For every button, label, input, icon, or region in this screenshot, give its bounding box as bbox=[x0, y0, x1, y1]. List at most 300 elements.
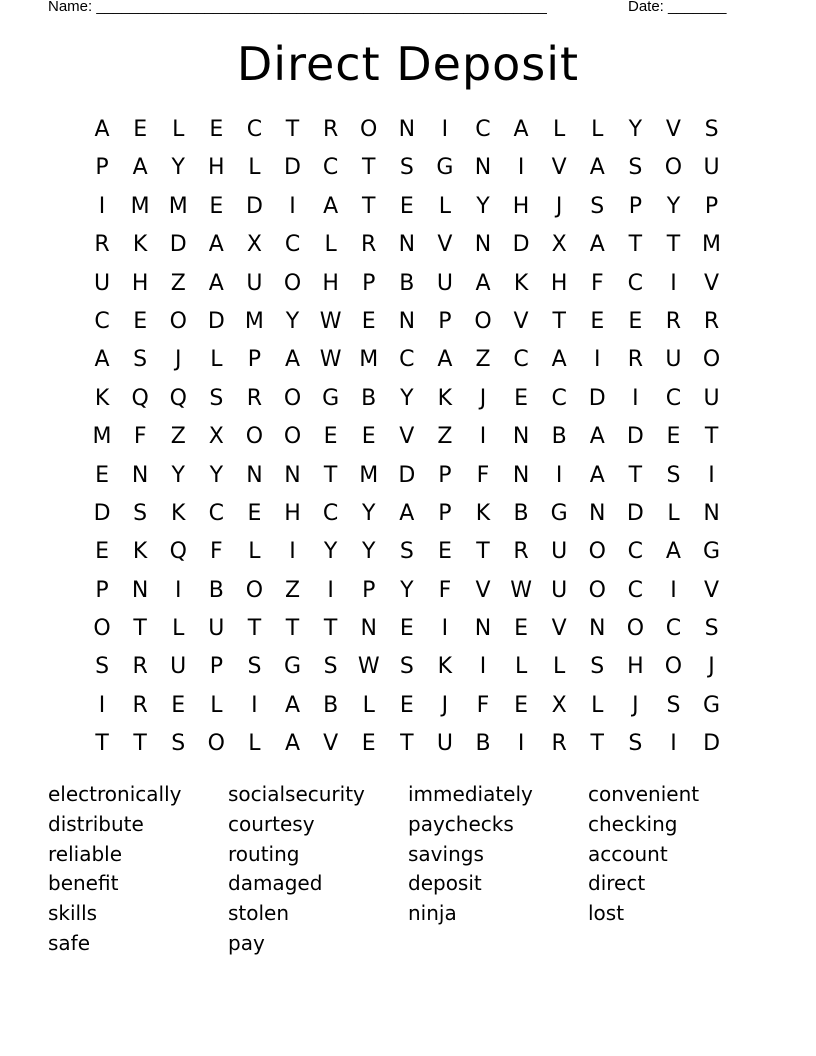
grid-cell: Y bbox=[361, 500, 376, 526]
grid-cell: R bbox=[551, 731, 567, 757]
grid-cell: C bbox=[665, 385, 682, 411]
grid-cell: L bbox=[210, 347, 223, 373]
grid-cell: T bbox=[476, 539, 490, 565]
grid-cell: P bbox=[704, 193, 719, 219]
grid-cell: O bbox=[588, 539, 606, 565]
grid-cell: T bbox=[400, 731, 414, 757]
word-list-item: account bbox=[588, 841, 668, 866]
grid-cell: K bbox=[437, 385, 453, 411]
grid-cell: K bbox=[171, 500, 186, 526]
grid-cell: P bbox=[209, 654, 223, 680]
word-list-item: routing bbox=[228, 841, 300, 866]
grid-cell: E bbox=[514, 616, 529, 642]
grid-cell: T bbox=[704, 424, 719, 450]
grid-cell: R bbox=[361, 232, 377, 258]
word-list-item: distribute bbox=[48, 811, 144, 836]
grid-cell: E bbox=[514, 692, 529, 718]
grid-cell: V bbox=[323, 731, 339, 757]
grid-cell: S bbox=[209, 385, 224, 411]
grid-cell: I bbox=[708, 462, 715, 488]
grid-cell: E bbox=[209, 117, 224, 142]
grid-cell: U bbox=[208, 616, 225, 642]
grid-cell: E bbox=[666, 424, 681, 450]
grid-cell: T bbox=[590, 731, 604, 757]
grid-cell: P bbox=[362, 270, 376, 296]
grid-cell: G bbox=[436, 155, 454, 181]
grid-cell: S bbox=[590, 654, 605, 680]
grid-cell: T bbox=[628, 462, 643, 488]
grid-cell: N bbox=[246, 462, 263, 488]
grid-cell: A bbox=[208, 270, 224, 296]
grid-cell: H bbox=[208, 155, 225, 181]
grid-cell: O bbox=[664, 654, 683, 680]
grid-cell: J bbox=[479, 385, 487, 411]
grid-cell: V bbox=[704, 270, 720, 296]
grid-cell: Y bbox=[361, 539, 376, 565]
grid-cell: J bbox=[555, 193, 563, 219]
grid-cell: L bbox=[438, 193, 452, 219]
word-list-item: direct bbox=[588, 871, 646, 896]
grid-cell: O bbox=[664, 155, 683, 181]
grid-cell: B bbox=[551, 424, 567, 450]
grid-cell: T bbox=[323, 462, 338, 488]
grid-cell: U bbox=[436, 731, 453, 757]
grid-cell: U bbox=[246, 270, 263, 296]
grid-cell: H bbox=[550, 270, 568, 296]
grid-cell: O bbox=[360, 117, 378, 142]
grid-cell: Q bbox=[169, 539, 187, 565]
grid-cell: O bbox=[588, 577, 606, 603]
grid-cell: W bbox=[357, 654, 380, 680]
grid-cell: Y bbox=[209, 462, 224, 488]
grid-cell: C bbox=[627, 270, 644, 296]
grid-cell: T bbox=[133, 616, 147, 642]
grid-cell: I bbox=[555, 462, 563, 488]
grid-cell: Z bbox=[475, 347, 491, 373]
grid-cell: F bbox=[476, 692, 490, 718]
grid-cell: B bbox=[399, 270, 415, 296]
grid-cell: S bbox=[704, 616, 719, 642]
word-list-item: socialsecurity bbox=[228, 782, 365, 806]
grid-cell: I bbox=[174, 577, 182, 603]
grid-cell: S bbox=[133, 500, 148, 526]
grid-cell: N bbox=[474, 155, 492, 181]
grid-cell: V bbox=[437, 232, 453, 258]
grid-cell: D bbox=[284, 155, 301, 181]
grid-cell: H bbox=[284, 500, 301, 526]
word-list-item: pay bbox=[228, 930, 265, 955]
grid-cell: H bbox=[131, 270, 149, 296]
grid-cell: C bbox=[475, 117, 491, 142]
grid-cell: C bbox=[399, 347, 415, 373]
grid-cell: E bbox=[361, 731, 376, 757]
grid-cell: D bbox=[588, 385, 606, 411]
grid-cell: M bbox=[359, 462, 379, 488]
grid-cell: Y bbox=[400, 577, 414, 603]
grid-cell: I bbox=[327, 577, 334, 603]
word-list-item: immediately bbox=[408, 782, 533, 806]
grid-cell: A bbox=[94, 347, 110, 373]
grid-cell: E bbox=[628, 308, 643, 334]
grid-cell: S bbox=[95, 654, 110, 680]
grid-cell: T bbox=[361, 193, 376, 219]
grid-cell: N bbox=[398, 117, 416, 142]
grid-cell: A bbox=[132, 155, 148, 181]
grid-cell: C bbox=[208, 500, 225, 526]
grid-cell: A bbox=[94, 117, 110, 142]
grid-cell: G bbox=[322, 385, 340, 411]
grid-cell: L bbox=[514, 654, 528, 680]
grid-cell: K bbox=[132, 232, 148, 258]
grid-cell: T bbox=[247, 616, 262, 642]
name-field-label: Name: ______________________________________________________ bbox=[48, 0, 547, 15]
grid-cell: O bbox=[626, 616, 645, 642]
grid-cell: C bbox=[627, 577, 644, 603]
grid-cell: C bbox=[513, 347, 529, 373]
grid-cell: U bbox=[665, 347, 682, 373]
grid-cell: B bbox=[208, 577, 224, 603]
grid-cell: C bbox=[322, 500, 339, 526]
grid-cell: S bbox=[399, 654, 414, 680]
grid-cell: Y bbox=[666, 193, 681, 219]
grid-cell: D bbox=[207, 308, 225, 334]
grid-cell: N bbox=[512, 462, 530, 488]
grid-cell: E bbox=[590, 308, 605, 334]
grid-cell: L bbox=[667, 500, 680, 526]
word-list-item: paychecks bbox=[408, 811, 514, 836]
grid-cell: A bbox=[284, 347, 301, 373]
grid-cell: E bbox=[95, 539, 109, 565]
grid-cell: E bbox=[171, 692, 186, 718]
grid-cell: P bbox=[95, 577, 109, 603]
grid-cell: N bbox=[131, 577, 149, 603]
word-list-item: courtesy bbox=[228, 811, 315, 836]
grid-cell: D bbox=[626, 500, 644, 526]
grid-cell: A bbox=[551, 347, 567, 373]
header bbox=[48, 0, 748, 18]
grid-cell: I bbox=[594, 347, 601, 373]
grid-cell: I bbox=[670, 270, 677, 296]
grid-cell: M bbox=[359, 347, 379, 373]
grid-cell: R bbox=[132, 654, 148, 680]
grid-cell: O bbox=[474, 308, 492, 334]
grid-cell: S bbox=[628, 731, 643, 757]
grid-cell: F bbox=[210, 539, 223, 565]
grid-cell: S bbox=[323, 654, 338, 680]
grid-cell: L bbox=[591, 692, 604, 718]
grid-cell: Z bbox=[170, 270, 186, 296]
grid-cell: D bbox=[512, 232, 530, 258]
grid-cell: V bbox=[551, 616, 567, 642]
grid-cell: K bbox=[513, 270, 529, 296]
grid-cell: K bbox=[475, 500, 491, 526]
grid-cell: X bbox=[551, 232, 567, 258]
grid-cell: U bbox=[551, 577, 568, 603]
grid-cell: Z bbox=[437, 424, 453, 450]
grid-cell: E bbox=[437, 539, 452, 565]
grid-cell: S bbox=[133, 347, 148, 373]
grid-cell: O bbox=[93, 616, 111, 642]
grid-cell: I bbox=[289, 193, 296, 219]
grid-cell: P bbox=[438, 462, 452, 488]
grid-cell: U bbox=[703, 155, 720, 181]
grid-cell: D bbox=[398, 462, 416, 488]
word-list-item bbox=[408, 929, 588, 959]
grid-cell: G bbox=[283, 654, 302, 680]
grid-cell: U bbox=[170, 654, 187, 680]
grid-cell: S bbox=[590, 193, 605, 219]
grid-cell: E bbox=[399, 616, 414, 642]
grid-cell: K bbox=[437, 654, 453, 680]
grid-cell: O bbox=[245, 424, 264, 450]
grid-cell: M bbox=[244, 308, 264, 334]
grid-cell: D bbox=[626, 424, 644, 450]
grid-cell: R bbox=[132, 692, 148, 718]
grid-cell: T bbox=[95, 731, 109, 757]
grid-cell: L bbox=[248, 731, 261, 757]
grid-cell: C bbox=[627, 539, 644, 565]
grid-cell: N bbox=[360, 616, 377, 642]
grid-cell: N bbox=[284, 462, 301, 488]
word-list-item: damaged bbox=[228, 871, 323, 896]
grid-cell: A bbox=[208, 232, 224, 258]
grid-cell: E bbox=[514, 385, 529, 411]
grid-cell: T bbox=[133, 731, 147, 757]
grid-cell: N bbox=[474, 616, 492, 642]
grid-cell: T bbox=[285, 117, 300, 142]
grid-cell: J bbox=[632, 692, 639, 718]
grid-cell: I bbox=[289, 539, 296, 565]
grid-cell: U bbox=[436, 270, 453, 296]
grid-cell: V bbox=[551, 155, 567, 181]
grid-cell: O bbox=[283, 424, 302, 450]
grid-cell: I bbox=[441, 616, 449, 642]
grid-cell: K bbox=[94, 385, 110, 411]
page-title: Direct Deposit bbox=[236, 37, 580, 91]
grid-cell: S bbox=[666, 692, 681, 718]
grid-cell: Y bbox=[171, 155, 185, 181]
grid-cell: P bbox=[362, 577, 376, 603]
grid-cell: V bbox=[399, 424, 415, 450]
grid-cell: I bbox=[670, 577, 677, 603]
word-list-item bbox=[588, 929, 768, 959]
grid-cell: B bbox=[513, 500, 529, 526]
grid-cell: N bbox=[512, 424, 530, 450]
grid-cell: E bbox=[209, 193, 224, 219]
grid-cell: P bbox=[628, 193, 642, 219]
grid-cell: J bbox=[441, 692, 449, 718]
grid-cell: H bbox=[627, 654, 644, 680]
grid-cell: S bbox=[247, 654, 262, 680]
grid-cell: A bbox=[665, 539, 681, 565]
grid-cell: S bbox=[704, 117, 719, 142]
word-list-item: reliable bbox=[48, 841, 123, 866]
grid-cell: H bbox=[512, 193, 530, 219]
grid-cell: Y bbox=[476, 193, 490, 219]
grid-cell: X bbox=[551, 692, 567, 718]
grid-cell: R bbox=[703, 308, 720, 334]
grid-cell: M bbox=[92, 424, 112, 450]
grid-cell: X bbox=[246, 232, 262, 258]
grid-cell: W bbox=[319, 347, 342, 373]
grid-cell: S bbox=[399, 539, 414, 565]
grid-cell: I bbox=[251, 692, 258, 718]
grid-cell: P bbox=[95, 155, 109, 181]
grid-cell: Q bbox=[131, 385, 149, 411]
word-list-item: checking bbox=[588, 811, 678, 836]
grid-cell: S bbox=[171, 731, 186, 757]
grid-cell: N bbox=[589, 616, 606, 642]
grid-cell: B bbox=[361, 385, 377, 411]
grid-cell: A bbox=[475, 270, 491, 296]
grid-cell: L bbox=[172, 117, 185, 142]
grid-cell: V bbox=[513, 308, 529, 334]
grid-cell: O bbox=[245, 577, 264, 603]
word-list-item: deposit bbox=[408, 871, 482, 896]
grid-cell: J bbox=[174, 347, 182, 373]
grid-cell: W bbox=[319, 308, 342, 334]
grid-cell: H bbox=[322, 270, 339, 296]
grid-cell: N bbox=[398, 232, 416, 258]
grid-cell: G bbox=[703, 539, 721, 565]
grid-cell: Y bbox=[171, 462, 185, 488]
grid-cell: P bbox=[438, 308, 452, 334]
grid-cell: L bbox=[248, 539, 261, 565]
grid-cell: T bbox=[285, 616, 300, 642]
grid-cell: N bbox=[398, 308, 416, 334]
grid-cell: E bbox=[399, 692, 414, 718]
grid-cell: A bbox=[589, 424, 605, 450]
grid-cell: L bbox=[172, 616, 185, 642]
grid-cell: M bbox=[130, 193, 150, 219]
word-list-item: convenient bbox=[588, 782, 700, 806]
grid-cell: A bbox=[589, 155, 605, 181]
grid-cell: A bbox=[284, 731, 301, 757]
grid-cell: I bbox=[517, 731, 525, 757]
grid-cell: I bbox=[98, 692, 106, 718]
grid-cell: A bbox=[589, 462, 605, 488]
grid-cell: V bbox=[665, 117, 681, 142]
grid-cell: I bbox=[479, 654, 487, 680]
grid-cell: Q bbox=[169, 385, 187, 411]
grid-cell: T bbox=[361, 155, 376, 181]
grid-cell: E bbox=[133, 117, 148, 142]
grid-cell: O bbox=[702, 347, 721, 373]
grid-cell: C bbox=[665, 616, 682, 642]
grid-cell: I bbox=[479, 424, 487, 450]
grid-cell: I bbox=[632, 385, 639, 411]
grid-cell: F bbox=[476, 462, 490, 488]
grid-cell: N bbox=[703, 500, 720, 526]
grid-cell: L bbox=[210, 692, 223, 718]
grid-cell: P bbox=[247, 347, 262, 373]
grid-cell: C bbox=[284, 232, 301, 258]
grid-cell: R bbox=[94, 232, 110, 258]
grid-cell: G bbox=[550, 500, 568, 526]
grid-cell: V bbox=[704, 577, 720, 603]
grid-cell: I bbox=[517, 155, 525, 181]
grid-cell: E bbox=[399, 193, 414, 219]
grid-cell: U bbox=[93, 270, 111, 296]
grid-cell: C bbox=[246, 117, 263, 142]
grid-cell: Z bbox=[284, 577, 301, 603]
grid-cell: R bbox=[513, 539, 529, 565]
grid-cell: N bbox=[589, 500, 606, 526]
grid-cell: C bbox=[551, 385, 567, 411]
grid-cell: E bbox=[247, 500, 262, 526]
grid-cell: L bbox=[362, 692, 375, 718]
grid-cell: T bbox=[666, 232, 681, 258]
grid-cell: A bbox=[589, 232, 605, 258]
grid-cell: F bbox=[590, 270, 604, 296]
grid-cell: T bbox=[628, 232, 643, 258]
grid-cell: L bbox=[591, 117, 604, 142]
grid-cell: C bbox=[94, 308, 110, 334]
grid-cell: Y bbox=[400, 385, 414, 411]
letter-grid bbox=[83, 111, 731, 764]
word-list-item: safe bbox=[48, 930, 91, 955]
grid-cell: T bbox=[552, 308, 566, 334]
grid-cell: P bbox=[438, 500, 452, 526]
word-list-item: savings bbox=[408, 841, 484, 866]
grid-cell: O bbox=[207, 731, 225, 757]
word-list-item: lost bbox=[588, 901, 625, 926]
grid-cell: O bbox=[283, 385, 302, 411]
grid-cell: A bbox=[399, 500, 415, 526]
grid-cell: E bbox=[361, 308, 376, 334]
grid-cell: A bbox=[323, 193, 339, 219]
grid-cell: M bbox=[702, 232, 722, 258]
grid-cell: F bbox=[133, 424, 147, 450]
grid-cell: B bbox=[475, 731, 491, 757]
grid-cell: L bbox=[553, 654, 566, 680]
grid-cell: Y bbox=[285, 308, 300, 334]
grid-cell: F bbox=[438, 577, 452, 603]
grid-cell: R bbox=[627, 347, 643, 373]
grid-cell: L bbox=[553, 117, 566, 142]
grid-cell: D bbox=[245, 193, 263, 219]
grid-cell: D bbox=[169, 232, 187, 258]
grid-cell: D bbox=[703, 731, 721, 757]
grid-cell: I bbox=[98, 193, 106, 219]
grid-cell: C bbox=[322, 155, 339, 181]
grid-cell: G bbox=[703, 692, 721, 718]
grid-cell: A bbox=[513, 117, 529, 142]
grid-cell: Y bbox=[323, 539, 338, 565]
grid-cell: S bbox=[399, 155, 414, 181]
grid-cell: A bbox=[437, 347, 453, 373]
grid-cell: W bbox=[510, 577, 532, 603]
date-field-label: Date: _______ bbox=[628, 0, 727, 15]
grid-cell: E bbox=[133, 308, 148, 334]
word-list-item: benefit bbox=[48, 871, 119, 896]
grid-cell: E bbox=[361, 424, 376, 450]
grid-cell: L bbox=[324, 232, 337, 258]
grid-cell: U bbox=[703, 385, 720, 411]
grid-cell: I bbox=[670, 731, 677, 757]
grid-cell: J bbox=[708, 654, 715, 680]
grid-cell: Y bbox=[628, 117, 643, 142]
grid-cell: O bbox=[283, 270, 302, 296]
grid-cell: D bbox=[93, 500, 111, 526]
grid-cell: S bbox=[628, 155, 643, 181]
grid-cell: A bbox=[284, 692, 301, 718]
word-list bbox=[48, 780, 768, 959]
grid-cell: R bbox=[665, 308, 682, 334]
grid-cell: R bbox=[246, 385, 263, 411]
grid-cell: T bbox=[323, 616, 338, 642]
grid-cell: B bbox=[323, 692, 339, 718]
